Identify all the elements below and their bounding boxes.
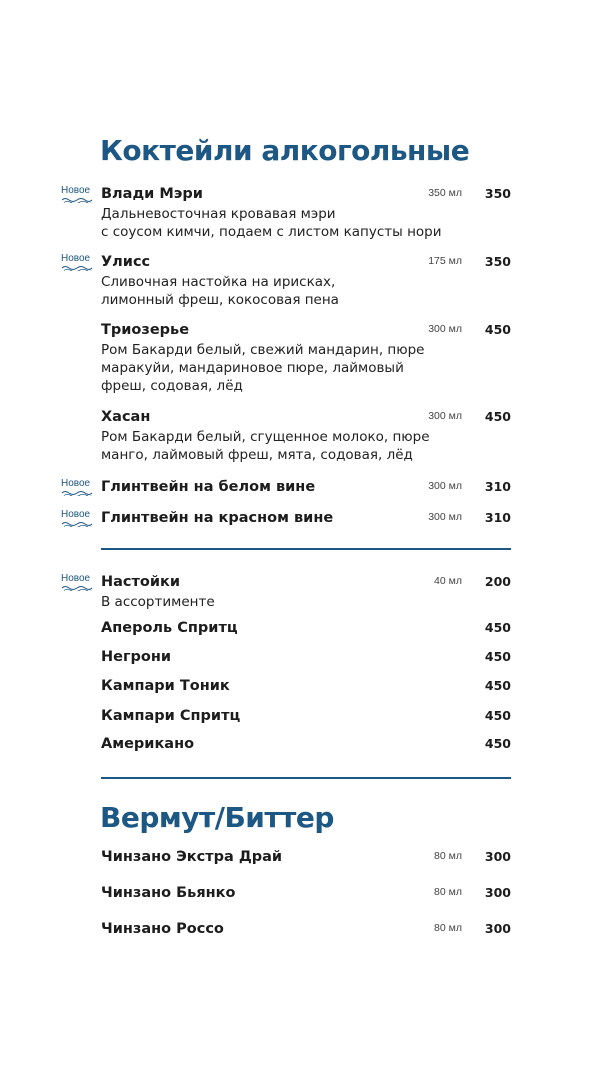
description-line: Дальневосточная кровавая мэри [101,206,336,222]
item-description [101,341,441,395]
section-divider [101,777,511,779]
description-line: Ром Бакарди белый, свежий мандарин, пюре [101,342,425,358]
description-line: Сливочная настойка на ирисках, [101,274,336,290]
item-description [101,205,441,241]
new-badge-label: Новое [61,509,91,520]
item-volume: 80 мл [434,886,462,898]
item-name: Глинтвейн на красном вине [101,510,334,526]
item-price: 200 [484,574,511,589]
item-volume: 300 мл [428,511,462,523]
new-badge [61,478,95,498]
description-line: манго, лаймовый фреш, мята, содовая, лёд [101,447,413,463]
description-line: маракуйи, мандариновое пюре, лаймовый [101,360,404,376]
new-badge-label: Новое [61,478,91,489]
item-name: Триозерье [101,322,190,338]
item-price: 450 [484,620,511,635]
item-price: 310 [484,510,511,525]
description-line: фреш, содовая, лёд [101,378,243,394]
item-price: 450 [484,736,511,751]
item-name: Кампари Тоник [101,678,230,694]
wave-icon [61,521,93,527]
item-volume: 300 мл [428,410,462,422]
item-price: 450 [484,322,511,337]
item-name: Американо [101,736,195,752]
item-volume: 300 мл [428,480,462,492]
new-badge-label: Новое [61,573,91,584]
item-price: 450 [484,708,511,723]
cocktails-section-title: Коктейли алкогольные [100,134,470,167]
new-badge [61,253,95,273]
item-name: Влади Мэри [101,186,203,202]
item-description [101,428,441,464]
item-volume: 80 мл [434,850,462,862]
item-name: Чинзано Бьянко [101,885,236,901]
item-name: Апероль Спритц [101,620,238,636]
new-badge [61,573,95,593]
vermouth-section-title: Вермут/Биттер [100,801,334,834]
item-price: 310 [484,479,511,494]
wave-icon [61,490,93,496]
item-volume: 350 мл [428,187,462,199]
item-volume: 40 мл [434,575,462,587]
item-price: 450 [484,409,511,424]
new-badge [61,185,95,205]
new-badge [61,509,95,529]
item-name: Хасан [101,409,151,425]
item-volume: 80 мл [434,922,462,934]
item-price: 350 [484,254,511,269]
item-name: Улисс [101,254,151,270]
item-volume: 300 мл [428,323,462,335]
description-line: Ром Бакарди белый, сгущенное молоко, пюре [101,429,430,445]
item-name: Глинтвейн на белом вине [101,479,316,495]
item-description [101,273,441,309]
new-badge-label: Новое [61,185,91,196]
item-price: 300 [484,921,511,936]
item-price: 350 [484,186,511,201]
section-divider [101,548,511,550]
description-line: лимонный фреш, кокосовая пена [101,292,339,308]
wave-icon [61,585,93,591]
item-volume: 175 мл [428,255,462,267]
item-name: Негрони [101,649,172,665]
item-name: Настойки [101,574,181,590]
description-line: с соусом кимчи, подаем с листом капусты нори [101,224,442,240]
item-name: Кампари Спритц [101,708,241,724]
new-badge-label: Новое [61,253,91,264]
wave-icon [61,265,93,271]
item-price: 300 [484,849,511,864]
wave-icon [61,197,93,203]
description-line: В ассортименте [101,594,215,610]
item-price: 450 [484,678,511,693]
item-price: 300 [484,885,511,900]
item-price: 450 [484,649,511,664]
item-name: Чинзано Экстра Драй [101,849,283,865]
item-description [101,593,441,611]
item-name: Чинзано Россо [101,921,224,937]
